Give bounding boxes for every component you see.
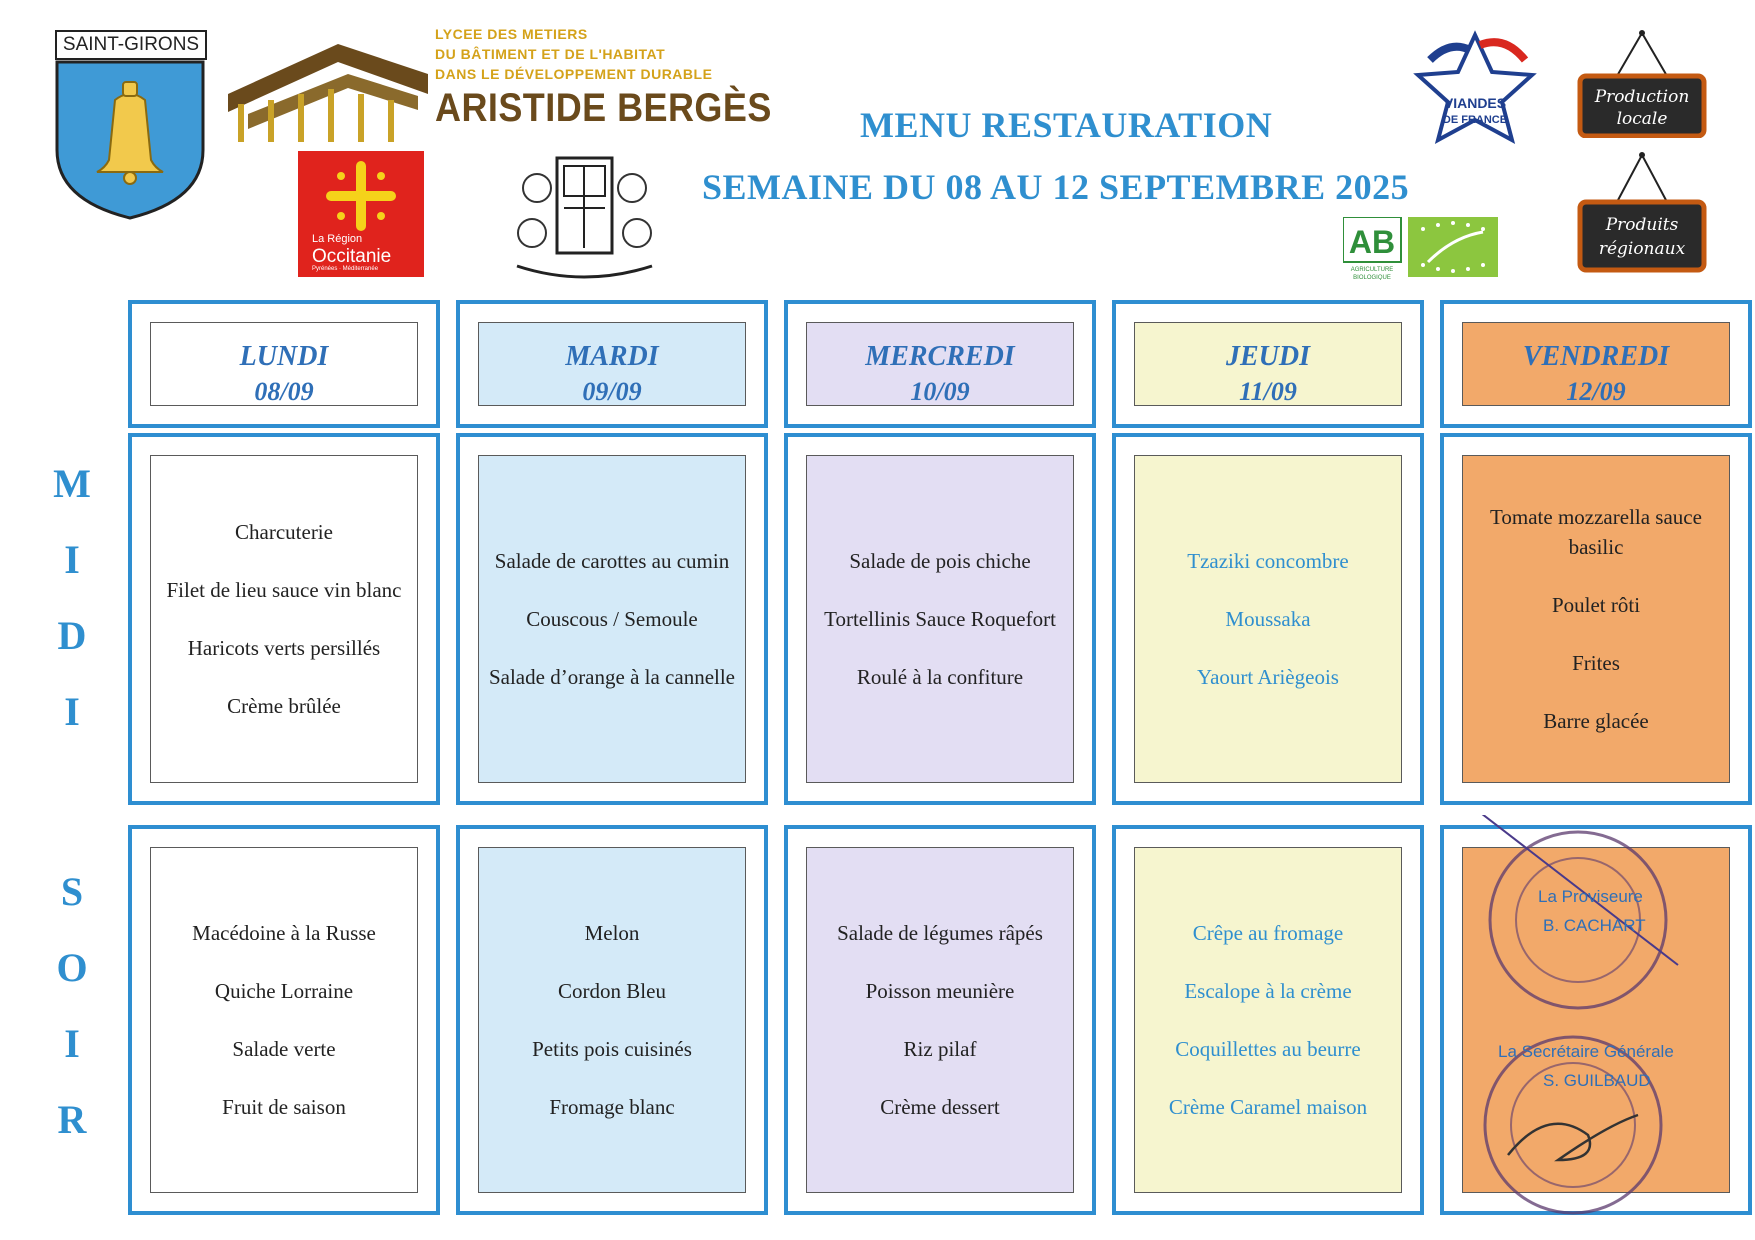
signatory-role-1: La Proviseure — [1538, 887, 1643, 906]
viandes-line-2: DE FRANCE — [1442, 114, 1508, 126]
dish-item: Salade de carottes au cumin — [494, 549, 730, 573]
produits-regionaux-board — [1577, 150, 1707, 275]
cell-inner-frame — [806, 847, 1074, 1193]
cell-inner-frame — [478, 322, 746, 406]
cell-inner-frame — [478, 455, 746, 783]
board2-line-1: Produits — [1605, 215, 1679, 235]
midi-letter: I — [64, 689, 80, 734]
dish-item: Cordon Bleu — [558, 979, 666, 1003]
viandes-line-1: VIANDES — [1443, 95, 1507, 111]
dish-item: Poulet rôti — [1551, 593, 1641, 617]
dish-item: Moussaka — [1225, 607, 1311, 631]
day-name: MERCREDI — [865, 341, 1015, 372]
soir-dish-list — [815, 848, 1065, 1192]
soir-cell — [1112, 825, 1424, 1215]
midi-letter: I — [64, 537, 80, 582]
day-name: JEUDI — [1225, 341, 1310, 372]
signature-icon — [1438, 815, 1748, 1225]
bio-labels — [1343, 217, 1500, 280]
midi-cell — [456, 433, 768, 805]
midi-letter: M — [53, 461, 91, 506]
school-tagline — [435, 24, 712, 84]
day-name: LUNDI — [239, 341, 329, 372]
day-name: MARDI — [565, 341, 659, 372]
day-date: 12/09 — [1566, 377, 1626, 406]
dish-item: Filet de lieu sauce vin blanc — [166, 578, 402, 602]
dish-item: Tortellinis Sauce Roquefort — [824, 607, 1056, 631]
midi-cell — [784, 433, 1096, 805]
cell-inner-frame — [150, 847, 418, 1193]
production-locale-board — [1577, 28, 1707, 138]
cell-inner-frame — [806, 455, 1074, 783]
midi-cell — [1112, 433, 1424, 805]
cell-inner-frame — [806, 322, 1074, 406]
viandes-de-france-logo — [1410, 30, 1540, 145]
midi-dish-list — [1471, 456, 1721, 782]
svg-text:AB: AB — [1348, 224, 1396, 260]
cell-inner-frame — [1134, 322, 1402, 406]
day-header-cell — [456, 300, 768, 428]
midi-cell — [128, 433, 440, 805]
dish-item: Haricots verts persillés — [187, 636, 381, 660]
signatory-role-2: La Secrétaire Générale — [1498, 1042, 1674, 1061]
soir-letter: R — [57, 1097, 87, 1142]
school-logo — [0, 24, 772, 154]
dish-item: Poisson meunière — [865, 979, 1015, 1003]
region-label-small: La Région — [312, 233, 363, 245]
week-title: SEMAINE DU 08 AU 12 SEPTEMBRE 2025 — [702, 167, 1410, 207]
dish-item: Macédoine à la Russe — [192, 921, 376, 945]
tagline-line-2: DU BÂTIMENT ET DE L'HABITAT — [435, 46, 666, 62]
occitan-cross-icon — [326, 161, 396, 231]
soir-dish-list — [1143, 848, 1393, 1192]
menu-title: MENU RESTAURATION — [860, 105, 1273, 145]
dish-item: Melon — [584, 921, 640, 945]
region-subtitle: Pyrénées · Méditerranée — [312, 266, 379, 272]
midi-dish-list — [159, 456, 409, 782]
cell-inner-frame — [150, 322, 418, 406]
midi-dish-list — [815, 456, 1065, 782]
cell-inner-frame — [150, 455, 418, 783]
midi-cell — [1440, 433, 1752, 805]
board1-line-1: Production — [1594, 87, 1690, 107]
bio-line-2: BIOLOGIQUE — [1353, 275, 1391, 280]
dish-item: Salade verte — [232, 1037, 336, 1061]
board2-line-2: régionaux — [1598, 239, 1686, 259]
dish-item: Crème Caramel maison — [1168, 1095, 1368, 1119]
day-date: 10/09 — [910, 377, 970, 406]
signatory-name-2: S. GUILBAUD — [1543, 1071, 1651, 1090]
tagline-line-3: DANS LE DÉVELOPPEMENT DURABLE — [435, 66, 713, 82]
soir-dish-list — [159, 848, 409, 1192]
soir-cell — [456, 825, 768, 1215]
dish-item: Charcuterie — [235, 520, 333, 544]
dish-item: Crêpe au fromage — [1192, 921, 1344, 945]
board1-line-2: locale — [1616, 109, 1668, 129]
dish-item: Crème brûlée — [227, 694, 341, 718]
midi-dish-list — [1143, 456, 1393, 782]
dish-item: Fruit de saison — [222, 1095, 346, 1119]
dish-item: Couscous / Semoule — [526, 607, 698, 631]
cell-inner-frame — [1134, 847, 1402, 1193]
chalkboard-icon — [1577, 28, 1707, 138]
day-header-cell — [1112, 300, 1424, 428]
day-date: 11/09 — [1239, 377, 1297, 406]
star-icon — [1410, 30, 1540, 145]
soir-letter: I — [64, 1021, 80, 1066]
dish-item: Fromage blanc — [549, 1095, 675, 1119]
cell-inner-frame — [1462, 322, 1730, 406]
soir-letter: S — [60, 869, 84, 914]
dish-item: Petits pois cuisinés — [532, 1037, 692, 1061]
day-date: 08/09 — [254, 377, 314, 406]
dish-item: Quiche Lorraine — [214, 979, 354, 1003]
engraving-illustration — [512, 148, 657, 286]
town-label: SAINT-GIRONS — [55, 30, 207, 60]
dish-item: Salade de pois chiche — [849, 549, 1031, 573]
cell-inner-frame — [1134, 455, 1402, 783]
soir-dish-list — [487, 848, 737, 1192]
signatory-name-1: B. CACHART — [1543, 916, 1646, 935]
midi-dish-list — [487, 456, 737, 782]
bio-line-1: AGRICULTURE — [1350, 267, 1394, 273]
dish-item: Roulé à la confiture — [856, 665, 1024, 689]
day-header-cell — [128, 300, 440, 428]
day-header-cell — [784, 300, 1096, 428]
signature-area — [1438, 815, 1748, 1225]
region-name: Occitanie — [312, 246, 392, 267]
day-name: VENDREDI — [1522, 341, 1670, 372]
dish-item: Escalope à la crème — [1184, 979, 1352, 1003]
day-header-cell — [1440, 300, 1752, 428]
dish-item: Crème dessert — [880, 1095, 1000, 1119]
dish-item: Tzaziki concombre — [1187, 549, 1349, 573]
dish-item: Salade d’orange à la cannelle — [488, 665, 736, 689]
dish-item: Frites — [1572, 651, 1620, 675]
building-icon — [218, 34, 428, 144]
midi-letter: D — [57, 613, 87, 658]
dish-item: Tomate mozzarella sauce basilic — [1490, 505, 1702, 559]
tagline-line-1: LYCEE DES METIERS — [435, 26, 588, 42]
region-occitanie-logo — [298, 151, 424, 277]
dish-item: Riz pilaf — [903, 1037, 977, 1061]
soir-cell — [784, 825, 1096, 1215]
chalkboard-icon — [1577, 150, 1707, 275]
day-date: 09/09 — [582, 377, 642, 406]
dish-item: Salade de légumes râpés — [837, 921, 1043, 945]
cell-inner-frame — [1462, 455, 1730, 783]
cell-inner-frame — [478, 847, 746, 1193]
soir-letter: O — [56, 945, 88, 990]
dish-item: Coquillettes au beurre — [1175, 1037, 1361, 1061]
ab-logo-icon — [1343, 217, 1500, 280]
school-name: ARISTIDE BERGÈS — [435, 86, 772, 130]
dish-item: Yaourt Ariègeois — [1197, 665, 1339, 689]
soir-cell — [128, 825, 440, 1215]
dish-item: Barre glacée — [1543, 709, 1649, 733]
